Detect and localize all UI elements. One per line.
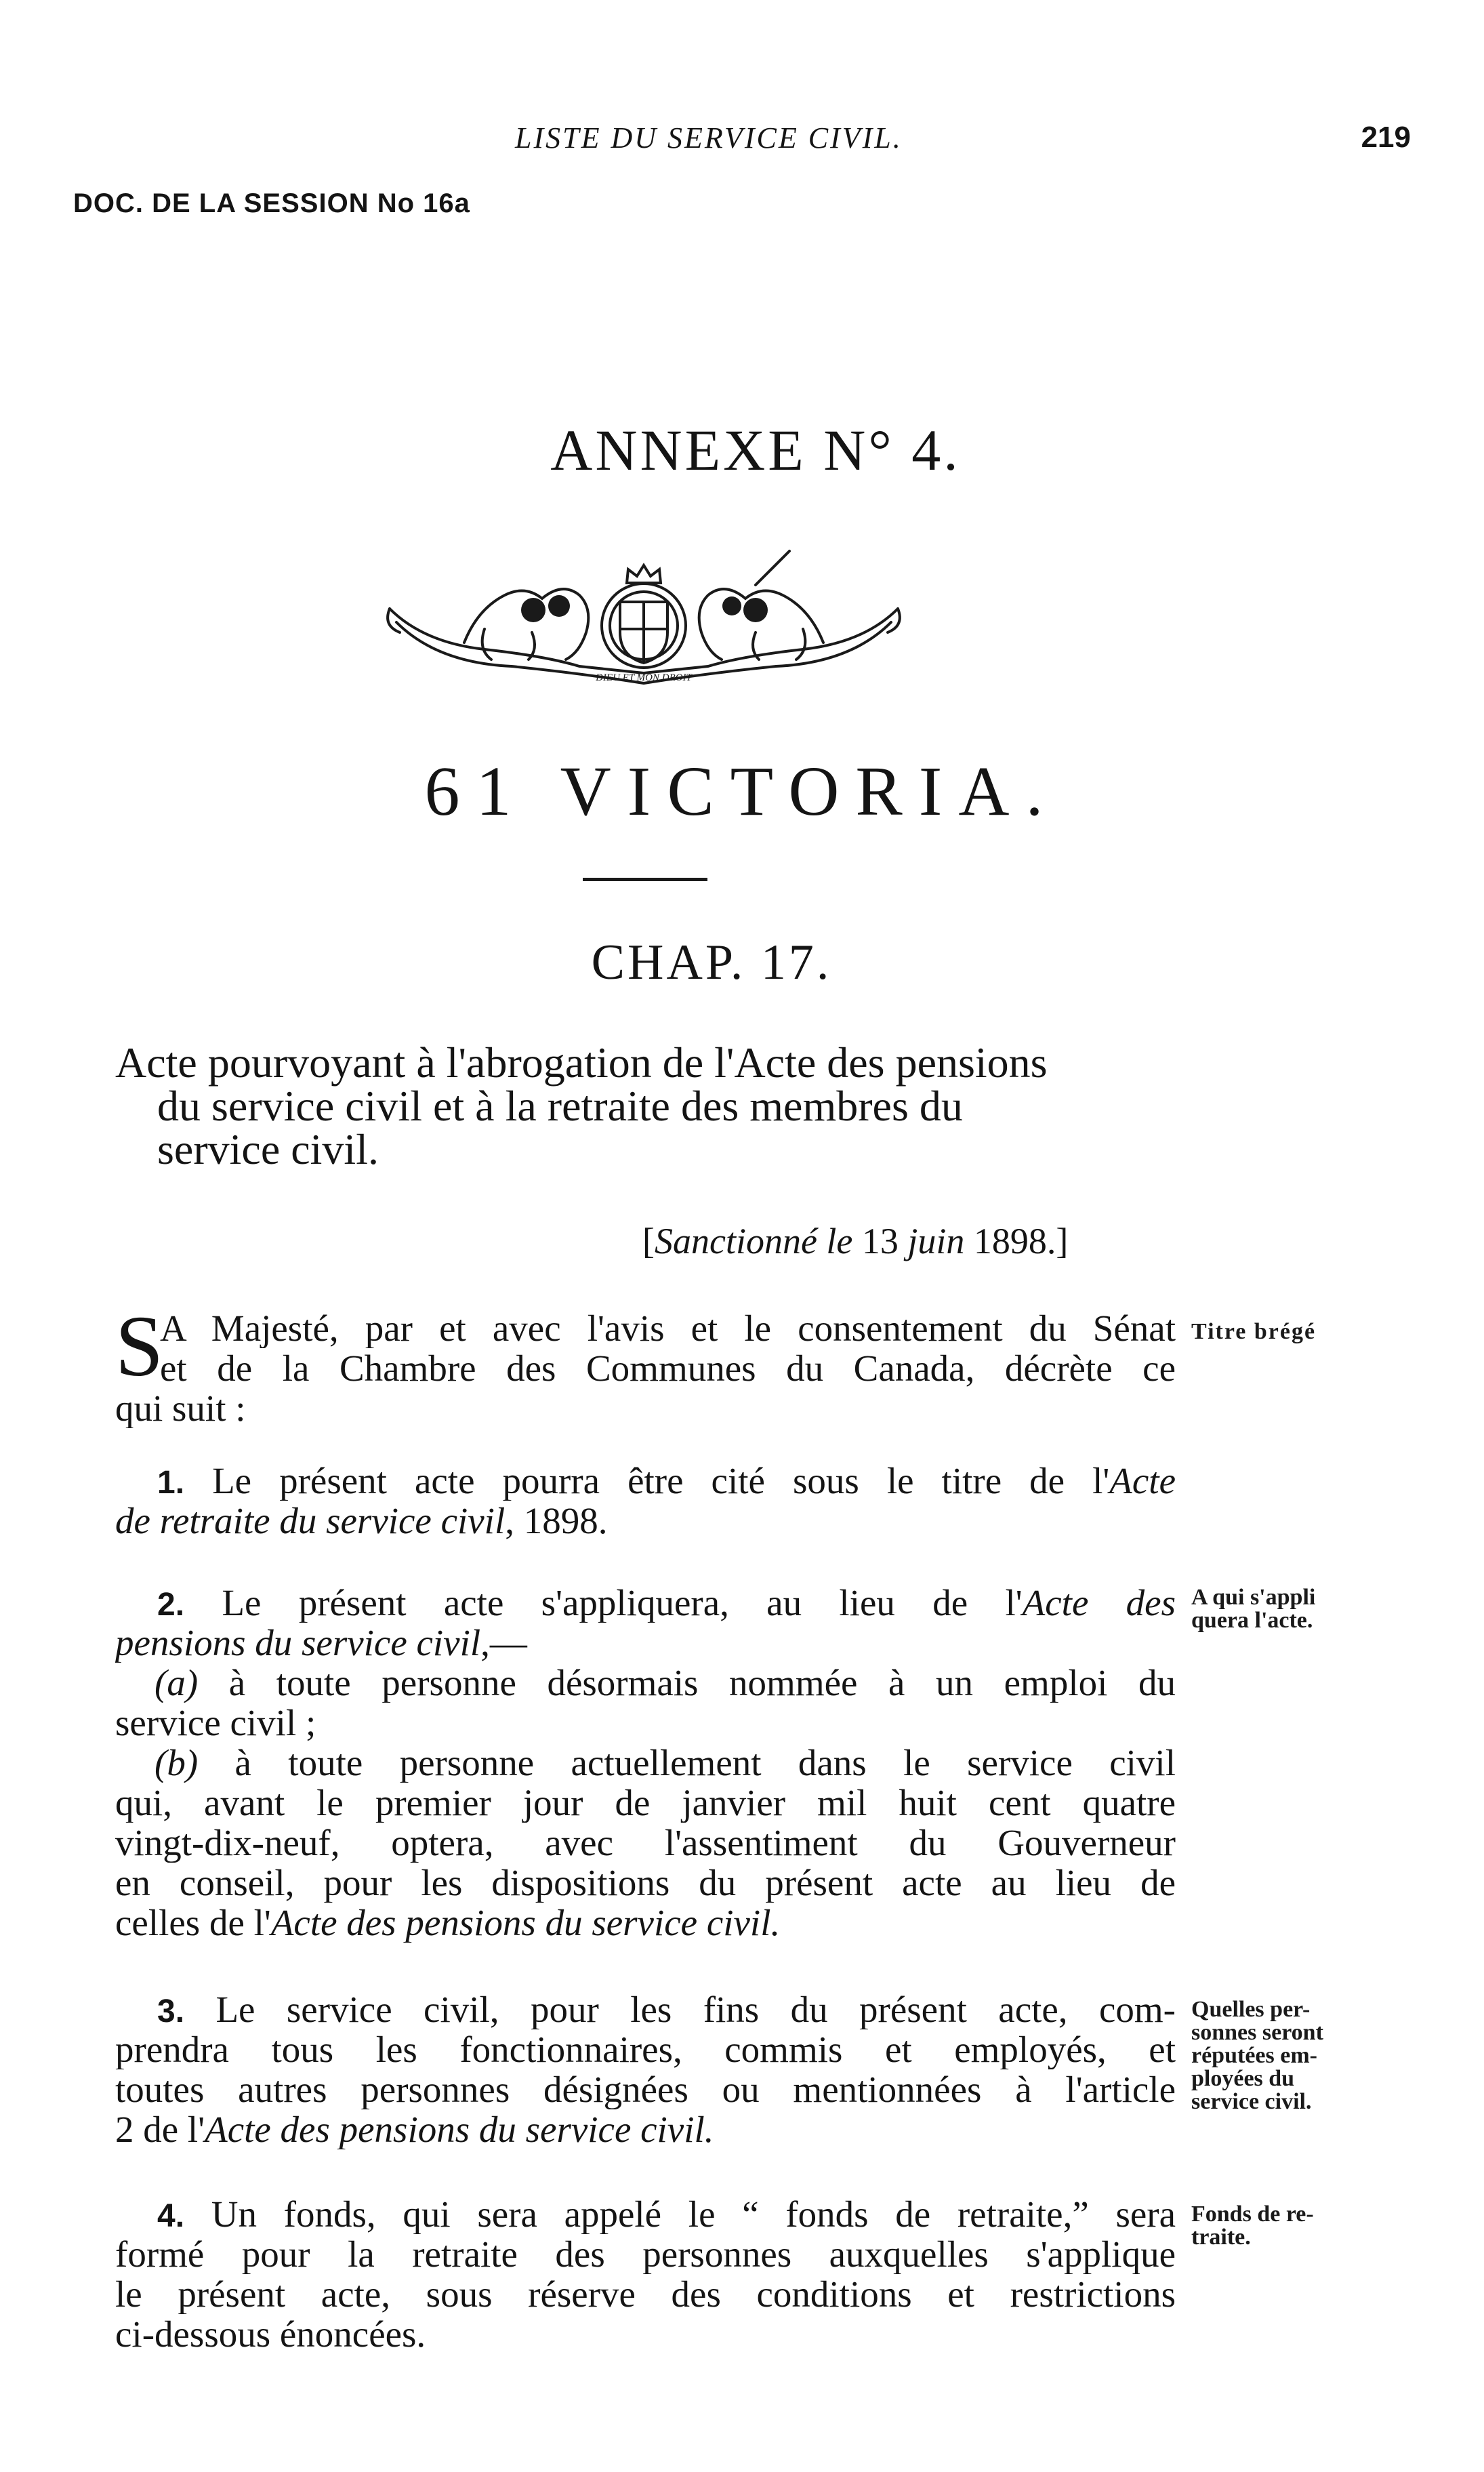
- section-line: pensions du service civil,—: [115, 1623, 527, 1663]
- page-number: 219: [1361, 121, 1411, 154]
- enacting-line: A Majesté, par et avec l'avis et le consentement du Sénat: [160, 1308, 1176, 1348]
- margin-note-short-title: Titre brégé: [1191, 1319, 1317, 1344]
- assent-month: juin: [907, 1221, 965, 1261]
- section-line: en conseil, pour les dispositions du présent acte au lieu de: [115, 1863, 1176, 1903]
- section-line: ci-dessous énoncées.: [115, 2314, 426, 2354]
- act-long-title: [115, 1038, 1179, 1173]
- section-line: (b) à toute personne actuellement dans le service civil: [154, 1743, 1176, 1783]
- section-line: formé pour la retraite des personnes auxquelles s'applique: [115, 2234, 1176, 2274]
- assent-day: 13: [852, 1221, 908, 1261]
- section-4: [115, 2194, 1176, 2354]
- section-line: le présent acte, sous réserve des conditions et restrictions: [115, 2274, 1176, 2314]
- section-number: 4.: [157, 2198, 185, 2234]
- section-number: 2.: [157, 1587, 185, 1623]
- assent-label: Sanctionné le: [654, 1221, 853, 1261]
- running-head: [0, 121, 1484, 161]
- section-line: service civil ;: [115, 1703, 316, 1743]
- margin-note-persons: Quelles per- sonnes seront réputées em- ployées du service civil.: [1191, 1997, 1323, 2114]
- assent-date: [642, 1220, 1068, 1262]
- section-line: de retraite du service civil, 1898.: [115, 1501, 608, 1541]
- regnal-year: 61 VICTORIA.: [424, 752, 1060, 830]
- section-line: qui, avant le premier jour de janvier mil huit cent quatre: [115, 1783, 1176, 1823]
- section-line: vingt-dix-neuf, optera, avec l'assentiment du Gouverneur: [115, 1823, 1176, 1863]
- royal-coat-of-arms-emblem: [376, 548, 911, 690]
- section-line: 2 de l'Acte des pensions du service civil.: [115, 2109, 714, 2149]
- section-2: [115, 1583, 1176, 1943]
- annex-title: ANNEXE N° 4.: [550, 418, 961, 483]
- drop-cap: S: [115, 1298, 164, 1394]
- section-line: toutes autres personnes désignées ou mentionnées à l'article: [115, 2069, 1176, 2109]
- section-number: 1.: [157, 1465, 185, 1501]
- divider-rule: [583, 878, 707, 881]
- assent-year: 1898.]: [964, 1221, 1069, 1261]
- chapter-number: CHAP. 17.: [591, 935, 832, 990]
- long-title-line: Acte pourvoyant à l'abrogation de l'Acte des pensions: [115, 1038, 1048, 1087]
- running-title: LISTE DU SERVICE CIVIL.: [515, 121, 903, 155]
- margin-note-fund: Fonds de re- traite.: [1191, 2202, 1314, 2250]
- margin-note-application: A qui s'appli quera l'acte.: [1191, 1585, 1316, 1633]
- enacting-clause: [115, 1298, 1176, 1428]
- section-line: 1. Le présent acte pourra être cité sous le titre de l'Acte: [157, 1461, 1176, 1501]
- section-line: prendra tous les fonctionnaires, commis et employés, et: [115, 2029, 1176, 2069]
- enacting-line: qui suit :: [115, 1388, 246, 1428]
- section-line: 3. Le service civil, pour les fins du présent acte, com-: [157, 1989, 1176, 2029]
- session-document-number: DOC. DE LA SESSION No 16a: [73, 188, 470, 218]
- arms-motto: DIEU ET MON DROIT: [596, 672, 692, 683]
- section-line: celles de l'Acte des pensions du service civil.: [115, 1903, 781, 1943]
- assent-open-bracket: [: [642, 1221, 655, 1261]
- section-line: 2. Le présent acte s'appliquera, au lieu de l'Acte des: [157, 1583, 1176, 1623]
- enacting-line: et de la Chambre des Communes du Canada, décrète ce: [160, 1348, 1176, 1388]
- section-1: [115, 1461, 1176, 1541]
- long-title-line: du service civil et à la retraite des membres du: [157, 1082, 963, 1130]
- section-number: 3.: [157, 1993, 185, 2029]
- section-line: 4. Un fonds, qui sera appelé le “ fonds de retraite,” sera: [157, 2194, 1176, 2234]
- section-3: [115, 1989, 1176, 2149]
- long-title-line: service civil.: [157, 1125, 379, 1173]
- section-line: (a) à toute personne désormais nommée à un emploi du: [154, 1663, 1176, 1703]
